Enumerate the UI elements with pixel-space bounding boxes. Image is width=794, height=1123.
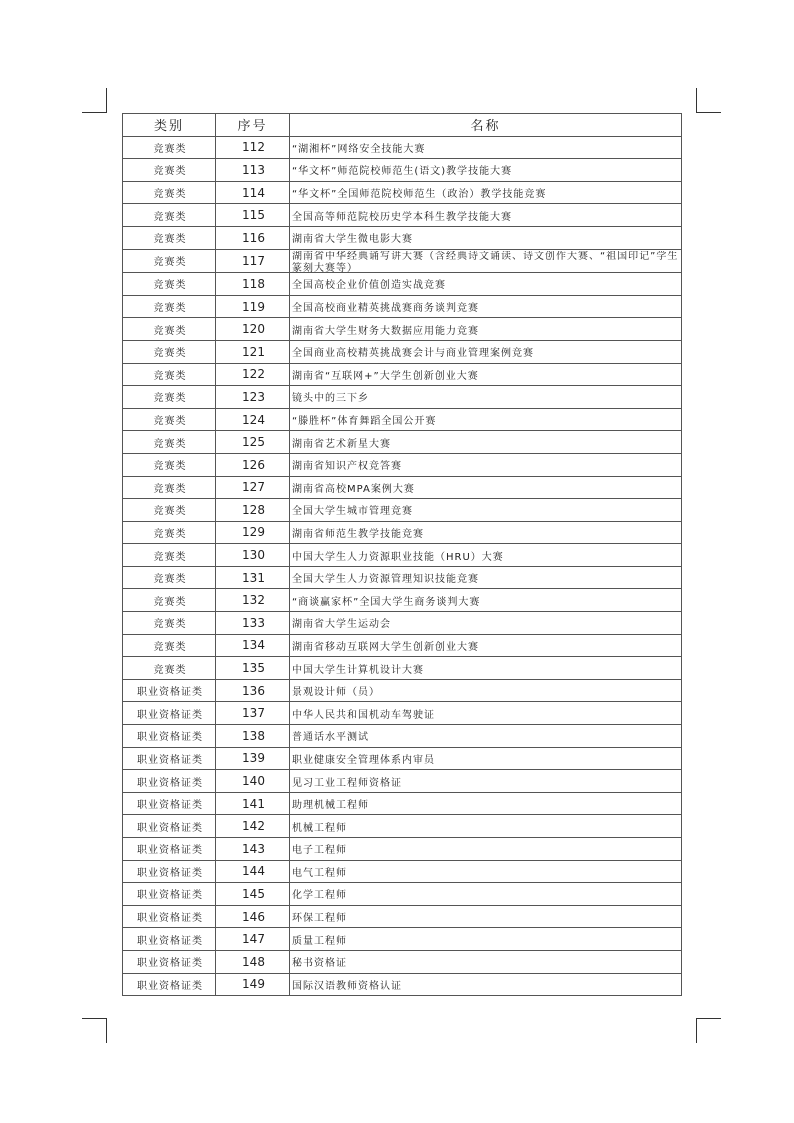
table-row — [123, 589, 682, 612]
row-name: 湖南省移动互联网大学生创新创业大赛 — [290, 634, 682, 657]
row-category: 职业资格证类 — [123, 883, 216, 906]
table-row — [123, 634, 682, 657]
row-number: 149 — [216, 973, 290, 996]
row-name: 秘书资格证 — [290, 950, 682, 973]
row-name — [290, 249, 682, 273]
table-row — [123, 453, 682, 476]
header-category: 类别 — [123, 114, 216, 137]
table-row — [123, 928, 682, 951]
row-category: 竞赛类 — [123, 136, 216, 159]
crop-mark-bottom-right — [696, 1018, 721, 1043]
row-number: 146 — [216, 905, 290, 928]
table-row — [123, 340, 682, 363]
table-row — [123, 860, 682, 883]
row-number: 121 — [216, 340, 290, 363]
row-category: 职业资格证类 — [123, 792, 216, 815]
row-category: 竞赛类 — [123, 453, 216, 476]
competition-certificate-table — [122, 113, 682, 996]
table-row — [123, 273, 682, 296]
row-name: 电气工程师 — [290, 860, 682, 883]
table-row — [123, 612, 682, 635]
crop-mark-bottom-left — [82, 1018, 107, 1043]
row-name: 机械工程师 — [290, 815, 682, 838]
table-row — [123, 295, 682, 318]
row-number: 129 — [216, 521, 290, 544]
row-category: 职业资格证类 — [123, 973, 216, 996]
header-name: 名称 — [290, 114, 682, 137]
row-category: 竞赛类 — [123, 476, 216, 499]
row-name: 镜头中的三下乡 — [290, 386, 682, 409]
row-name: 国际汉语教师资格认证 — [290, 973, 682, 996]
table-body — [123, 136, 682, 996]
table-row — [123, 318, 682, 341]
row-category: 竞赛类 — [123, 181, 216, 204]
crop-mark-top-right — [696, 88, 721, 113]
row-number: 135 — [216, 657, 290, 680]
row-name: “滕胜杯”体育舞蹈全国公开赛 — [290, 408, 682, 431]
row-name: “湖湘杯”网络安全技能大赛 — [290, 136, 682, 159]
row-name: 化学工程师 — [290, 883, 682, 906]
row-name: 全国高校企业价值创造实战竞赛 — [290, 273, 682, 296]
row-category: 竞赛类 — [123, 295, 216, 318]
table-row — [123, 838, 682, 861]
row-category: 竞赛类 — [123, 273, 216, 296]
row-name: 全国商业高校精英挑战赛会计与商业管理案例竞赛 — [290, 340, 682, 363]
crop-mark-top-left — [82, 88, 107, 113]
row-category: 竞赛类 — [123, 226, 216, 249]
table-row — [123, 521, 682, 544]
table-row — [123, 499, 682, 522]
row-category: 职业资格证类 — [123, 679, 216, 702]
row-category: 竞赛类 — [123, 521, 216, 544]
row-category: 职业资格证类 — [123, 815, 216, 838]
table-row — [123, 815, 682, 838]
row-category: 竞赛类 — [123, 249, 216, 273]
row-name: 全国高等师范院校历史学本科生教学技能大赛 — [290, 204, 682, 227]
row-category: 竞赛类 — [123, 340, 216, 363]
row-name: 湖南省大学生财务大数据应用能力竞赛 — [290, 318, 682, 341]
row-number: 117 — [216, 249, 290, 273]
row-name: 湖南省“互联网+”大学生创新创业大赛 — [290, 363, 682, 386]
row-number: 145 — [216, 883, 290, 906]
row-category: 竞赛类 — [123, 159, 216, 182]
row-category: 职业资格证类 — [123, 725, 216, 748]
row-category: 竞赛类 — [123, 431, 216, 454]
row-category: 职业资格证类 — [123, 950, 216, 973]
row-number: 114 — [216, 181, 290, 204]
table-row — [123, 544, 682, 567]
row-category: 职业资格证类 — [123, 928, 216, 951]
row-number: 115 — [216, 204, 290, 227]
header-number: 序号 — [216, 114, 290, 137]
row-number: 133 — [216, 612, 290, 635]
row-category: 职业资格证类 — [123, 702, 216, 725]
row-name: 湖南省大学生运动会 — [290, 612, 682, 635]
table-row — [123, 792, 682, 815]
table-row — [123, 204, 682, 227]
row-name: “华文杯”全国师范院校师范生（政治）教学技能竞赛 — [290, 181, 682, 204]
table-row — [123, 702, 682, 725]
row-number: 128 — [216, 499, 290, 522]
row-name: 中国大学生人力资源职业技能（HRU）大赛 — [290, 544, 682, 567]
table-row — [123, 476, 682, 499]
row-category: 职业资格证类 — [123, 905, 216, 928]
row-category: 职业资格证类 — [123, 838, 216, 861]
table-row — [123, 657, 682, 680]
row-name: 环保工程师 — [290, 905, 682, 928]
row-name: 电子工程师 — [290, 838, 682, 861]
table-row — [123, 226, 682, 249]
row-number: 140 — [216, 770, 290, 793]
table-row — [123, 883, 682, 906]
row-number: 137 — [216, 702, 290, 725]
row-category: 竞赛类 — [123, 318, 216, 341]
row-number: 122 — [216, 363, 290, 386]
row-name: 全国大学生城市管理竞赛 — [290, 499, 682, 522]
row-name: 职业健康安全管理体系内审员 — [290, 747, 682, 770]
row-number: 126 — [216, 453, 290, 476]
table-row — [123, 973, 682, 996]
row-number: 119 — [216, 295, 290, 318]
row-category: 竞赛类 — [123, 566, 216, 589]
row-number: 123 — [216, 386, 290, 409]
row-name-text: 湖南省中华经典诵写讲大赛（含经典诗文诵读、诗文创作大赛、“祖国印记”学生篆刻大赛等） — [292, 250, 679, 272]
row-name: 全国高校商业精英挑战赛商务谈判竞赛 — [290, 295, 682, 318]
row-name: “商谈赢家杯”全国大学生商务谈判大赛 — [290, 589, 682, 612]
row-category: 职业资格证类 — [123, 747, 216, 770]
row-name: 景观设计师（员） — [290, 679, 682, 702]
row-number: 131 — [216, 566, 290, 589]
row-number: 132 — [216, 589, 290, 612]
row-name: 见习工业工程师资格证 — [290, 770, 682, 793]
table-row — [123, 159, 682, 182]
table-row — [123, 181, 682, 204]
row-name: 全国大学生人力资源管理知识技能竞赛 — [290, 566, 682, 589]
row-category: 竞赛类 — [123, 612, 216, 635]
row-name: 助理机械工程师 — [290, 792, 682, 815]
row-number: 141 — [216, 792, 290, 815]
table-row — [123, 431, 682, 454]
row-number: 127 — [216, 476, 290, 499]
table-row — [123, 770, 682, 793]
row-number: 148 — [216, 950, 290, 973]
row-category: 竞赛类 — [123, 408, 216, 431]
row-number: 120 — [216, 318, 290, 341]
row-number: 134 — [216, 634, 290, 657]
row-number: 138 — [216, 725, 290, 748]
table-row — [123, 566, 682, 589]
row-number: 112 — [216, 136, 290, 159]
row-category: 竞赛类 — [123, 204, 216, 227]
row-name: 湖南省高校MPA案例大赛 — [290, 476, 682, 499]
row-number: 124 — [216, 408, 290, 431]
row-name: 湖南省知识产权竞答赛 — [290, 453, 682, 476]
row-number: 142 — [216, 815, 290, 838]
row-name: 中华人民共和国机动车驾驶证 — [290, 702, 682, 725]
table-row — [123, 363, 682, 386]
table-row — [123, 408, 682, 431]
row-number: 130 — [216, 544, 290, 567]
table-row — [123, 747, 682, 770]
row-name: 中国大学生计算机设计大赛 — [290, 657, 682, 680]
table-header-row — [123, 114, 682, 137]
row-number: 118 — [216, 273, 290, 296]
row-name: “华文杯”师范院校师范生(语文)教学技能大赛 — [290, 159, 682, 182]
row-number: 139 — [216, 747, 290, 770]
row-number: 113 — [216, 159, 290, 182]
row-number: 147 — [216, 928, 290, 951]
row-number: 125 — [216, 431, 290, 454]
table-row — [123, 725, 682, 748]
row-name: 湖南省师范生教学技能竞赛 — [290, 521, 682, 544]
row-number: 136 — [216, 679, 290, 702]
row-category: 竞赛类 — [123, 499, 216, 522]
table-row — [123, 905, 682, 928]
row-name: 湖南省大学生微电影大赛 — [290, 226, 682, 249]
row-name: 湖南省艺术新星大赛 — [290, 431, 682, 454]
row-number: 116 — [216, 226, 290, 249]
row-number: 144 — [216, 860, 290, 883]
row-number: 143 — [216, 838, 290, 861]
table-row — [123, 950, 682, 973]
row-category: 竞赛类 — [123, 386, 216, 409]
row-category: 竞赛类 — [123, 544, 216, 567]
row-category: 职业资格证类 — [123, 770, 216, 793]
table-row — [123, 386, 682, 409]
row-category: 竞赛类 — [123, 363, 216, 386]
row-category: 竞赛类 — [123, 589, 216, 612]
table-row — [123, 249, 682, 273]
row-category: 竞赛类 — [123, 634, 216, 657]
row-name: 质量工程师 — [290, 928, 682, 951]
row-category: 竞赛类 — [123, 657, 216, 680]
table-row — [123, 679, 682, 702]
row-category: 职业资格证类 — [123, 860, 216, 883]
row-name: 普通话水平测试 — [290, 725, 682, 748]
table-row — [123, 136, 682, 159]
